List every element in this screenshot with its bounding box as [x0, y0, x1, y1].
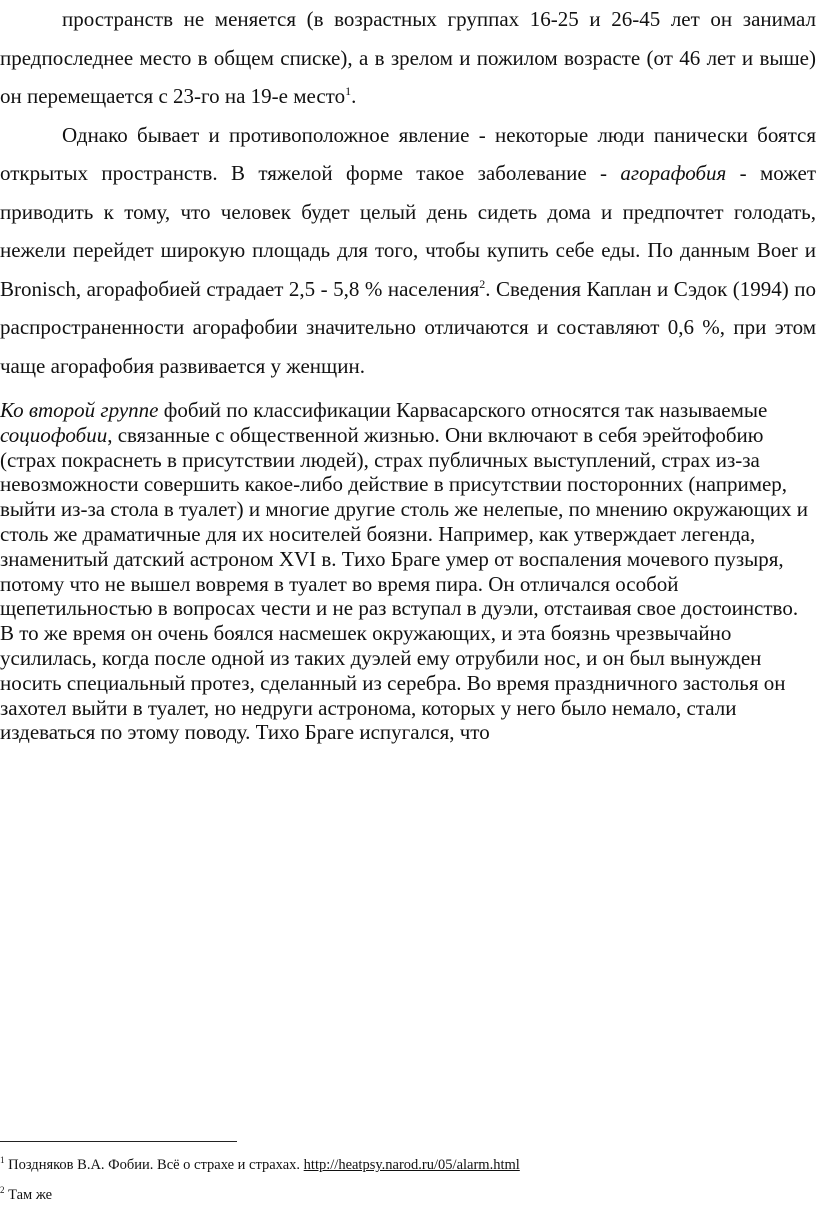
paragraph-2: [0, 116, 816, 386]
paragraph-2-text-b: - может приводить к тому, что человек будет целый день сидеть дома и предпочтет голодать, нежели перейдет широкую площадь для того, чтобы купить себе еды. По данным Boer и Bronisch, агорафобией страдает 2,5 - 5,8 % населения: [0, 161, 816, 301]
paragraph-2-text-a: Однако бывает и противоположное явление - некоторые люди панически боятся открытых пространств. В тяжелой форме такое заболевание -: [0, 122, 816, 185]
footnotes: [0, 1150, 816, 1210]
footnote-1: [0, 1150, 816, 1180]
paragraph-2-text-c: . Сведения Каплан и Сэдок (1994) по распространенности агорафобии значительно отличаются и составляют 0,6 %, при этом чаще агорафобия развивается у женщин.: [0, 276, 816, 378]
paragraph-3: [0, 398, 816, 745]
footnote-2-text: Там же: [4, 1187, 53, 1203]
footnote-separator: [0, 1141, 237, 1142]
term-agoraphobia: агорафобия: [620, 161, 727, 185]
paragraph-1-end: .: [351, 84, 357, 108]
footnote-1-text: Поздняков В.А. Фобии. Всё о страхе и страхах.: [4, 1157, 304, 1173]
paragraph-1-text: пространств не меняется (в возрастных группах 16-25 и 26-45 лет он занимал предпоследнее место в общем списке), а в зрелом и пожилом возрасте (от 46 лет и выше) он перемещается с 23-го на 19-е место: [0, 7, 816, 108]
paragraph-3-text-b: , связанные с общественной жизнью. Они включают в себя эрейтофобию (страх покраснеть в присутствии людей), страх публичных выступлений, страх из-за невозможности совершить какое-либо действие в присутствии посторонних (например, выйти из-за стола в туалет) и многие другие столь же нелепые, по мнению окружающих и столь же драматичные для их носителей боязни. Например, как утверждает легенда, знаменитый датский астроном XVI в. Тихо Браге умер от воспаления мочевого пузыря, потому что не вышел вовремя в туалет во время пира. Он отличался особой щепетильностью в вопросах чести и не раз вступал в дуэли, отстаивая свое достоинство. В то же время он очень боялся насмешек окружающих, и эта боязнь чрезвычайно усилилась, когда после одной из таких дуэлей ему отрубили нос, и он был вынужден носить специальный протез, сделанный из серебра. Во время праздничного застолья он захотел выйти в туалет, но недруги астронома, которых у него было немало, стали издеваться по этому поводу. Тихо Браге испугался, что: [0, 422, 808, 745]
footnote-1-link[interactable]: http://heatpsy.narod.ru/05/alarm.html: [303, 1157, 520, 1173]
paragraph-3-text-a: фобий по классификации Карвасарского относятся так называемые: [158, 398, 768, 422]
term-sociophobia: социофобии: [0, 422, 108, 447]
paragraph-1: [0, 0, 816, 116]
spaced-text-block: [0, 0, 816, 385]
footnote-ref-1[interactable]: 1: [345, 84, 352, 98]
compact-text-block: [0, 398, 816, 745]
footnote-2: [0, 1180, 816, 1210]
footnote-2-number: 2: [0, 1185, 5, 1195]
footnote-ref-2[interactable]: 2: [479, 276, 486, 291]
paragraph-3-lead: Ко второй группе: [0, 398, 159, 422]
footnote-1-number: 1: [0, 1155, 5, 1165]
